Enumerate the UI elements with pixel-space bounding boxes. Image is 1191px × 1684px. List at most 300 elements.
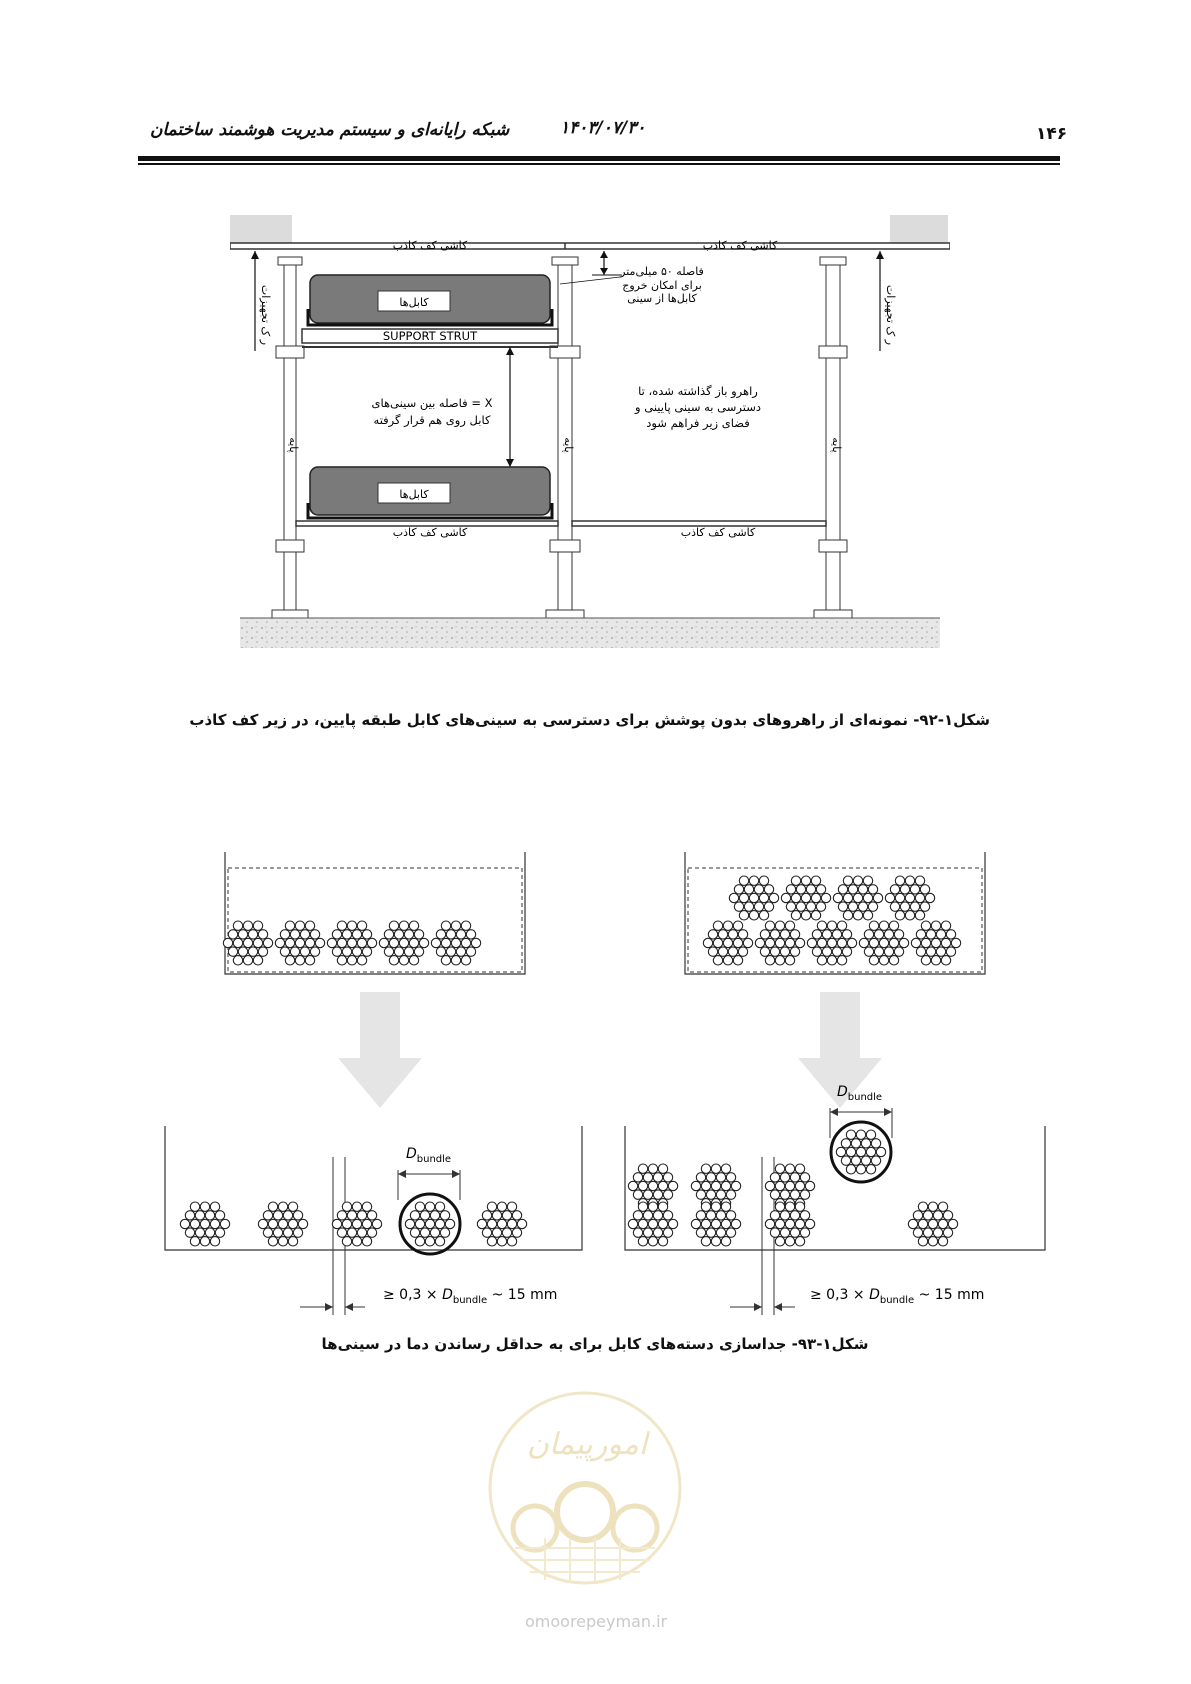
cable-wire <box>185 1228 194 1237</box>
bundle-after-right-4 <box>908 1202 957 1246</box>
bundle-after-left-3 <box>405 1202 454 1246</box>
floor-tile-top <box>230 243 950 249</box>
cable-wire <box>628 1181 637 1190</box>
cable-wire <box>716 1190 725 1199</box>
cable-wire <box>435 1202 444 1211</box>
cable-wire <box>795 1237 804 1246</box>
cable-wire <box>790 1173 799 1182</box>
figure-92-caption: شکل۱-۹۲- نمونه‌ای از راهروهای بدون پوشش برای دسترسی به سینی‌های کابل طبقه پایین، در زیر کف کاذب <box>189 711 990 729</box>
rack-height-arrow-left <box>251 251 259 351</box>
cable-wire <box>951 938 960 947</box>
cable-wire <box>866 1147 875 1156</box>
cable-wire <box>701 1181 710 1190</box>
header-date: ۱۴۰۳/۰۷/۳۰ <box>560 118 646 138</box>
cable-wire <box>894 947 903 956</box>
cable-wire <box>223 938 232 947</box>
pedestal-label-right: پایه <box>830 437 843 453</box>
cable-wire <box>691 1181 700 1190</box>
cable-wire <box>785 938 794 947</box>
cable-wire <box>300 947 309 956</box>
cable-wire <box>466 947 475 956</box>
cable-wire <box>379 938 388 947</box>
cable-wire <box>278 1237 287 1246</box>
cable-wire <box>905 876 914 885</box>
cable-wire <box>445 1219 454 1228</box>
cable-wire <box>410 1211 419 1220</box>
cable-wire <box>367 1228 376 1237</box>
cable-wire <box>871 1156 880 1165</box>
cable-wire <box>795 938 804 947</box>
cable-wire <box>451 956 460 965</box>
cable-wire <box>847 938 856 947</box>
cable-wire <box>285 956 294 965</box>
cable-wire <box>928 1219 937 1228</box>
cable-wire <box>923 1211 932 1220</box>
cable-wire <box>633 1190 642 1199</box>
cable-wire <box>190 1202 199 1211</box>
cable-wire <box>305 956 314 965</box>
cable-wire <box>190 1219 199 1228</box>
cable-wire <box>739 876 748 885</box>
cable-wire <box>900 902 909 911</box>
cable-wire <box>915 893 924 902</box>
cable-wire <box>405 1219 414 1228</box>
cable-wire <box>837 956 846 965</box>
cable-wire <box>858 885 867 894</box>
cable-wire <box>760 930 769 939</box>
cable-wire <box>811 893 820 902</box>
cable-wire <box>258 1219 267 1228</box>
cable-wire <box>497 1237 506 1246</box>
cable-wire <box>734 885 743 894</box>
cable-wire <box>300 930 309 939</box>
cable-wire <box>648 1237 657 1246</box>
cable-wire <box>638 1202 647 1211</box>
cable-wire <box>436 947 445 956</box>
cable-wire <box>628 1219 637 1228</box>
cable-wire <box>806 885 815 894</box>
cable-wire <box>780 1190 789 1199</box>
bundle-before-left-1 <box>275 921 324 965</box>
cable-wire <box>384 930 393 939</box>
cable-wire <box>384 947 393 956</box>
cable-wire <box>268 1237 277 1246</box>
cable-wire <box>268 1202 277 1211</box>
cable-wire <box>653 1190 662 1199</box>
cable-wire <box>731 1181 740 1190</box>
cable-wire <box>780 1228 789 1237</box>
cable-wire <box>507 1202 516 1211</box>
cable-wire <box>895 911 904 920</box>
cable-wire <box>764 885 773 894</box>
figure-93-caption: شکل۱-۹۳- جداسازی دسته‌های کابل برای به حداقل رساندن دما در سینی‌ها <box>321 1335 869 1353</box>
cable-wire <box>738 930 747 939</box>
equipment-rack-right <box>890 215 948 243</box>
cable-wire <box>723 956 732 965</box>
cable-wire <box>889 956 898 965</box>
cable-wire <box>668 1181 677 1190</box>
cable-wire <box>263 1228 272 1237</box>
cable-wire <box>915 911 924 920</box>
cable-wire <box>827 956 836 965</box>
cable-wire <box>461 938 470 947</box>
cable-wire <box>821 893 830 902</box>
cable-wire <box>425 1219 434 1228</box>
cable-wire <box>347 938 356 947</box>
cable-wire <box>921 921 930 930</box>
cable-wire <box>864 947 873 956</box>
cable-wire <box>210 1202 219 1211</box>
cable-wire <box>755 938 764 947</box>
cable-wire <box>713 956 722 965</box>
cable-wire <box>853 876 862 885</box>
figure-93-bundle-separation-diagram <box>150 840 1050 1320</box>
bundle-after-right-0b <box>628 1202 677 1246</box>
cable-wire <box>420 1211 429 1220</box>
cable-wire <box>848 885 857 894</box>
d-bundle-label-right: $D_{bundle}$ <box>837 1084 883 1103</box>
cable-wire <box>843 911 852 920</box>
cable-wire <box>347 921 356 930</box>
cable-wire <box>926 947 935 956</box>
cable-wire <box>399 921 408 930</box>
cable-wire <box>931 956 940 965</box>
cable-wire <box>643 1228 652 1237</box>
cable-wire <box>711 1237 720 1246</box>
cable-wire <box>770 947 779 956</box>
cable-wire <box>436 930 445 939</box>
cable-wire <box>790 1190 799 1199</box>
pedestal-label-middle: پایه <box>562 437 575 453</box>
bundle-before-right-lower-0 <box>703 921 752 965</box>
cable-wire <box>866 1130 875 1139</box>
cable-wire <box>791 876 800 885</box>
cable-wire <box>946 930 955 939</box>
cable-wire <box>430 1228 439 1237</box>
cable-wire <box>889 921 898 930</box>
spacing-label-left: ≥ $0,3 \times D_{bundle}$ ~ 15 mm <box>383 1287 558 1306</box>
cable-wire <box>796 885 805 894</box>
cable-wire <box>759 911 768 920</box>
cable-wire <box>253 956 262 965</box>
cable-wire <box>711 1164 720 1173</box>
cable-wire <box>273 1228 282 1237</box>
cable-wire <box>638 1181 647 1190</box>
cable-wire <box>502 1211 511 1220</box>
cable-wire <box>352 1202 361 1211</box>
running-title: شبکه رایانه‌ای و سیستم مدیریت هوشمند ساختمان <box>150 120 510 140</box>
cable-wire <box>220 1219 229 1228</box>
cable-wire <box>827 921 836 930</box>
cable-wire <box>759 893 768 902</box>
cable-wire <box>775 1202 784 1211</box>
cable-wire <box>248 947 257 956</box>
cable-wire <box>357 938 366 947</box>
cable-wire <box>801 893 810 902</box>
cable-wire <box>357 1228 366 1237</box>
cable-wire <box>739 911 748 920</box>
cable-wire <box>461 956 470 965</box>
cable-wire <box>703 938 712 947</box>
cable-wire <box>920 885 929 894</box>
tile-label-lower-left: کاشی کف کاذب <box>392 526 468 539</box>
cable-wire <box>899 938 908 947</box>
cable-wire <box>775 956 784 965</box>
cable-wire <box>785 1181 794 1190</box>
bundle-after-left-4 <box>477 1202 526 1246</box>
subfloor-ground <box>240 618 940 648</box>
cable-wire <box>337 1211 346 1220</box>
cable-wire <box>258 930 267 939</box>
cable-wire <box>801 911 810 920</box>
cable-wire <box>790 1211 799 1220</box>
cable-wire <box>441 956 450 965</box>
cable-wire <box>874 947 883 956</box>
cable-wire <box>923 1228 932 1237</box>
cable-wire <box>347 1211 356 1220</box>
cable-wire <box>800 1173 809 1182</box>
cable-wire <box>310 947 319 956</box>
cable-wire <box>253 938 262 947</box>
cable-wire <box>733 938 742 947</box>
cable-tray-upper <box>308 275 552 325</box>
cable-wire <box>285 938 294 947</box>
cable-wire <box>863 876 872 885</box>
cable-wire <box>846 1130 855 1139</box>
cable-wire <box>404 947 413 956</box>
cable-wire <box>729 893 738 902</box>
cable-wire <box>800 1211 809 1220</box>
cable-wire <box>185 1211 194 1220</box>
cable-wire <box>879 921 888 930</box>
cable-wire <box>890 885 899 894</box>
cable-wire <box>248 930 257 939</box>
cable-wire <box>941 921 950 930</box>
cable-wire <box>863 911 872 920</box>
cable-wire <box>786 885 795 894</box>
cable-wire <box>841 1156 850 1165</box>
cable-wire <box>731 1219 740 1228</box>
cable-wire <box>696 1228 705 1237</box>
cable-wire <box>760 947 769 956</box>
cable-wire <box>786 902 795 911</box>
cable-wire <box>843 893 852 902</box>
bundle-before-right-lower-1 <box>755 921 804 965</box>
cable-wire <box>936 930 945 939</box>
header-rule-thin <box>138 163 1060 165</box>
cable-wire <box>910 902 919 911</box>
cable-wire <box>879 956 888 965</box>
cable-wire <box>492 1211 501 1220</box>
cable-wire <box>846 1165 855 1174</box>
cable-wire <box>638 1219 647 1228</box>
cable-wire <box>866 1165 875 1174</box>
cable-wire <box>790 930 799 939</box>
bundle-after-left-0 <box>180 1202 229 1246</box>
tile-label-lower-right: کاشی کف کاذب <box>680 526 756 539</box>
cable-wire <box>723 938 732 947</box>
cable-wire <box>633 1173 642 1182</box>
cable-wire <box>790 947 799 956</box>
cable-wire <box>332 930 341 939</box>
cable-wire <box>440 1211 449 1220</box>
cable-wire <box>817 921 826 930</box>
cable-wire <box>648 1202 657 1211</box>
cable-wire <box>278 1219 287 1228</box>
cable-wire <box>785 1237 794 1246</box>
cable-wire <box>851 1139 860 1148</box>
cable-wire <box>795 1181 804 1190</box>
cable-wire <box>931 938 940 947</box>
cable-wire <box>409 956 418 965</box>
cable-wire <box>895 876 904 885</box>
cable-wire <box>337 956 346 965</box>
bundle-after-right-1a <box>691 1164 740 1208</box>
cable-wire <box>894 930 903 939</box>
cable-wire <box>658 1219 667 1228</box>
cable-wire <box>497 1219 506 1228</box>
cable-wire <box>791 911 800 920</box>
cable-wire <box>658 1164 667 1173</box>
cable-wire <box>263 1211 272 1220</box>
cable-wire <box>228 947 237 956</box>
cable-wire <box>288 1202 297 1211</box>
cable-wire <box>841 1139 850 1148</box>
cable-wire <box>859 938 868 947</box>
cable-wire <box>812 947 821 956</box>
cable-wire <box>920 902 929 911</box>
cable-wire <box>785 921 794 930</box>
cable-wire <box>848 902 857 911</box>
cable-wire <box>708 930 717 939</box>
cable-wire <box>512 1228 521 1237</box>
cable-wire <box>775 921 784 930</box>
cable-wire <box>243 956 252 965</box>
cable-wire <box>913 1211 922 1220</box>
bundle-after-right-2a <box>765 1164 814 1208</box>
cable-wire <box>816 902 825 911</box>
cable-wire <box>711 1202 720 1211</box>
cable-wire <box>743 938 752 947</box>
cable-wire <box>711 1181 720 1190</box>
cable-wire <box>895 893 904 902</box>
cable-wire <box>785 1202 794 1211</box>
cable-wire <box>653 1211 662 1220</box>
cable-wire <box>362 1219 371 1228</box>
cable-wire <box>885 893 894 902</box>
cable-wire <box>913 1228 922 1237</box>
cable-wire <box>915 876 924 885</box>
cable-wire <box>362 930 371 939</box>
cable-wire <box>801 876 810 885</box>
cable-wire <box>837 921 846 930</box>
cable-wire <box>643 1173 652 1182</box>
cable-wire <box>916 930 925 939</box>
cable-wire <box>711 1219 720 1228</box>
cable-wire <box>836 1147 845 1156</box>
cable-wire <box>795 1202 804 1211</box>
cable-wire <box>716 1173 725 1182</box>
cable-wire <box>869 921 878 930</box>
cable-wire <box>451 938 460 947</box>
cable-wire <box>653 1173 662 1182</box>
cable-wire <box>658 1181 667 1190</box>
cable-wire <box>342 947 351 956</box>
cable-wire <box>721 1202 730 1211</box>
cable-wire <box>785 956 794 965</box>
cable-wire <box>770 930 779 939</box>
cable-wire <box>389 921 398 930</box>
cable-wire <box>726 1173 735 1182</box>
cable-wire <box>409 938 418 947</box>
gap-note-line2: برای امکان خروج <box>622 279 702 292</box>
cable-wire <box>807 938 816 947</box>
cable-wire <box>775 1164 784 1173</box>
cable-wire <box>290 930 299 939</box>
cable-wire <box>795 1164 804 1173</box>
cable-wire <box>643 1211 652 1220</box>
cable-wire <box>780 930 789 939</box>
cable-wire <box>205 1228 214 1237</box>
cable-wire <box>352 930 361 939</box>
cable-wire <box>838 902 847 911</box>
cable-wire <box>668 1219 677 1228</box>
cable-wire <box>775 1181 784 1190</box>
equipment-label-right: ر ک تجهیزات <box>884 284 897 346</box>
bundle-before-right-upper-2 <box>833 876 882 920</box>
bundle-before-left-4 <box>431 921 480 965</box>
cable-wire <box>357 956 366 965</box>
equipment-rack-left <box>230 215 292 243</box>
cable-wire <box>765 1181 774 1190</box>
cable-wire <box>399 956 408 965</box>
cable-wire <box>441 921 450 930</box>
cables-label-lower: کابل‌ها <box>399 488 429 501</box>
cable-wire <box>941 956 950 965</box>
cable-wire <box>404 930 413 939</box>
bundle-after-right-3 <box>836 1130 885 1174</box>
gap-note-line3: کابل‌ها از سینی <box>627 292 697 305</box>
cable-wire <box>734 902 743 911</box>
cable-wire <box>868 885 877 894</box>
cable-wire <box>948 1219 957 1228</box>
cable-wire <box>733 921 742 930</box>
cable-wire <box>908 1219 917 1228</box>
cable-wire <box>856 1147 865 1156</box>
figure-92-raised-floor-diagram <box>230 205 950 695</box>
arrow-down-left <box>338 992 422 1108</box>
cable-wire <box>918 1219 927 1228</box>
cable-wire <box>889 938 898 947</box>
cable-wire <box>362 1237 371 1246</box>
cable-wire <box>716 1228 725 1237</box>
cable-wire <box>389 938 398 947</box>
cable-wire <box>816 885 825 894</box>
cable-wire <box>243 921 252 930</box>
cable-wire <box>941 938 950 947</box>
cable-wire <box>795 1219 804 1228</box>
cable-wire <box>918 1202 927 1211</box>
cable-wire <box>394 947 403 956</box>
cable-wire <box>806 902 815 911</box>
cable-wire <box>805 1219 814 1228</box>
cable-wire <box>263 938 272 947</box>
tile-label-top-right: کاشی کف کاذب <box>702 239 778 252</box>
cable-wire <box>921 938 930 947</box>
cable-wire <box>347 1228 356 1237</box>
cable-wire <box>916 947 925 956</box>
cable-wire <box>863 893 872 902</box>
